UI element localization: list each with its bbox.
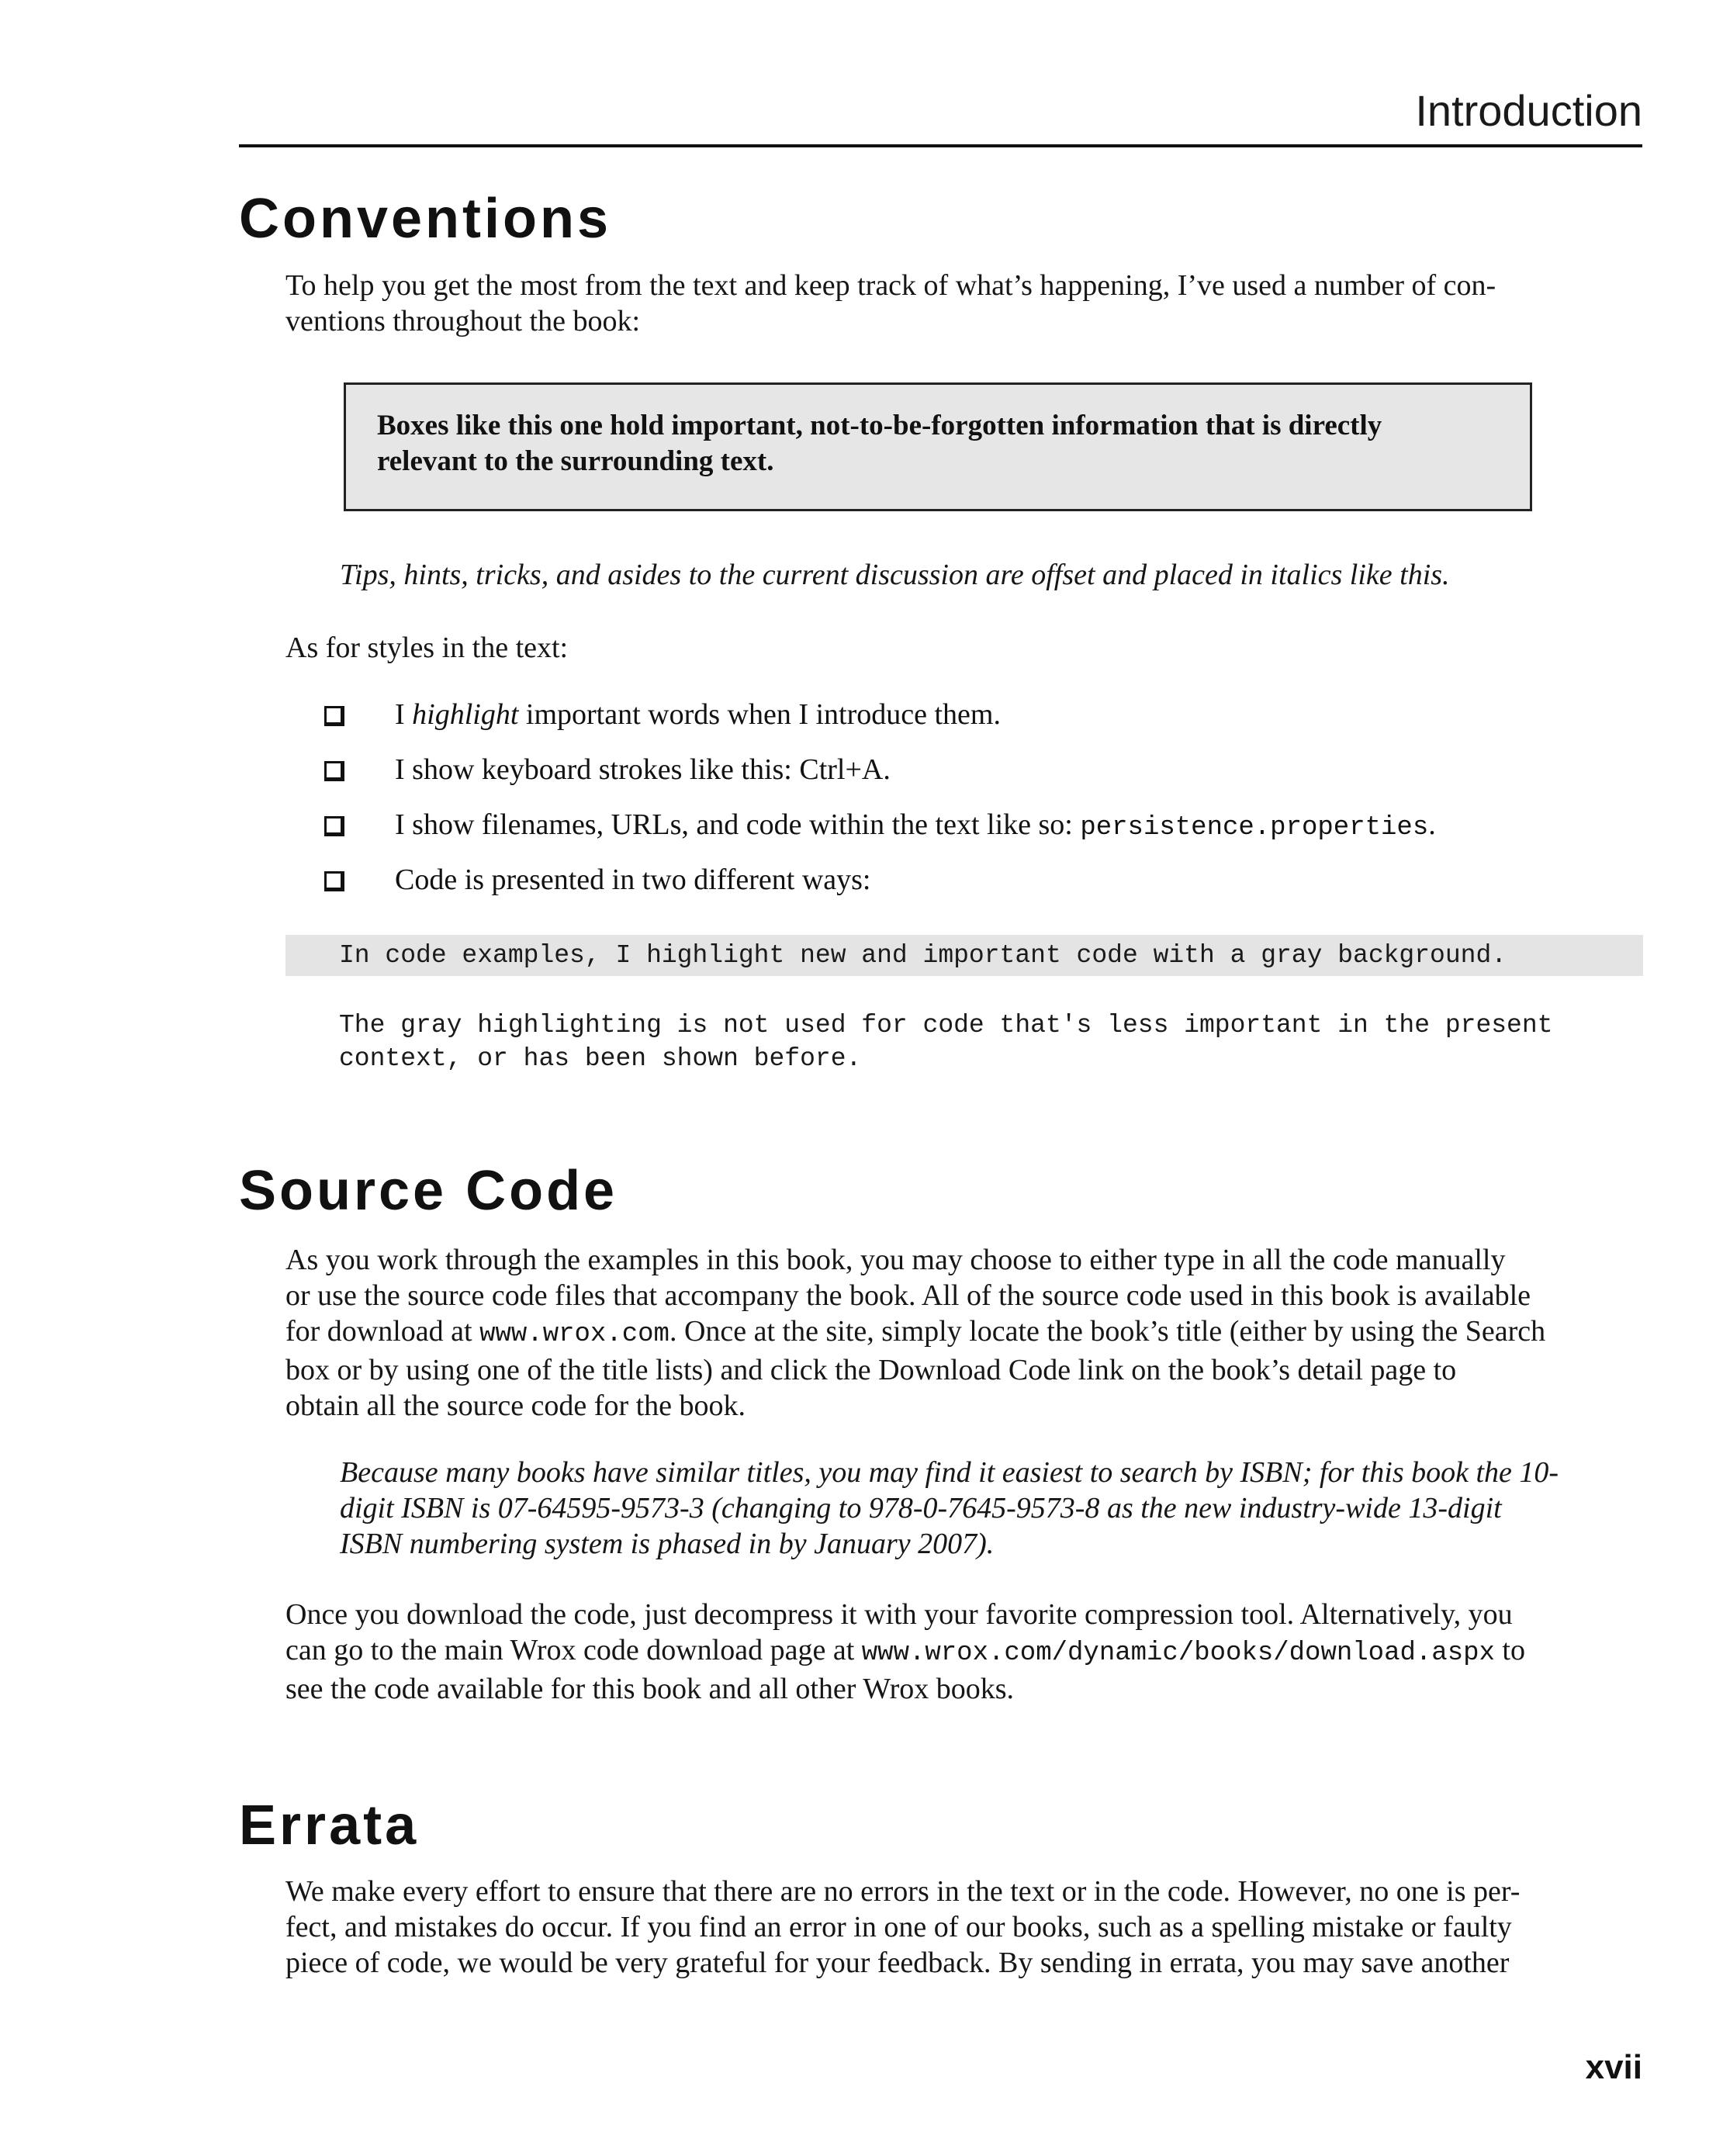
page-number: xvii [1585, 2048, 1642, 2086]
conventions-intro-paragraph [285, 268, 1643, 339]
code-example-highlighted: In code examples, I highlight new and important code with a gray background. [285, 935, 1643, 976]
list-item [324, 862, 1643, 917]
url-wrox: www.wrox.com [479, 1320, 669, 1349]
isbn-note-paragraph: Because many books have similar titles, you may find it easiest to search by ISBN; for this book the 10- digit ISBN is 07-64595-9573-3 (changing to 978-0-7645-9573-8 as the new industry-wide 13-digit ISBN numbering system is phased in by January 2007). [340, 1456, 1559, 1560]
conventions-intro-line-1: To help you get the most from the text and keep track of what’s happening, I’ve used a number of con- [285, 269, 1496, 302]
code-plain-line-1: The gray highlighting is not used for code that's less important in the present [339, 1011, 1553, 1040]
list-item [324, 752, 1643, 807]
important-box-line-2: relevant to the surrounding text. [377, 445, 774, 477]
checkbox-bullet-icon [324, 761, 344, 781]
tip-paragraph: Tips, hints, tricks, and asides to the current discussion are offset and placed in italics like this. [340, 559, 1450, 591]
important-box-line-1: Boxes like this one hold important, not-to-be-forgotten information that is directly [377, 410, 1382, 441]
code-plain-line-2: context, or has been shown before. [339, 1044, 862, 1073]
important-note-box [344, 382, 1532, 511]
url-download-page: www.wrox.com/dynamic/books/download.aspx [861, 1639, 1495, 1668]
bullet-text: I highlight important words when I introduce them. [395, 698, 1001, 731]
bullet-text: I show keyboard strokes like this: Ctrl+A. [395, 753, 891, 786]
highlight-emphasis: highlight [412, 698, 519, 731]
running-header: Introduction [239, 84, 1642, 147]
list-item [324, 697, 1643, 752]
bullet-text: I show filenames, URLs, and code within the text like so: persistence.properties. [395, 808, 1436, 843]
code-example-plain [339, 1009, 1658, 1075]
section-heading-conventions: Conventions [239, 188, 612, 250]
source-code-paragraph-1: As you work through the examples in this book, you may choose to either type in all the code manually or use the source code files that accompany the book. All of the source code used in this book is available for download at www.wrox.com. Once at the site, simply locate the book’s title (either by using the Search box or by using one of the title lists) and click the Download Code link on the book’s detail page to obtain all the source code for the book. [285, 1244, 1546, 1422]
section-heading-source-code: Source Code [239, 1160, 618, 1222]
errata-paragraph: We make every effort to ensure that there are no errors in the text or in the code. However, no one is per- fect, and mistakes do occur. If you find an error in one of our books, such as a spelling mistake or faulty piece of code, we would be very grateful for your feedback. By sending in errata, you may save another [285, 1875, 1521, 1979]
checkbox-bullet-icon [324, 816, 344, 836]
section-heading-errata: Errata [239, 1794, 420, 1857]
styles-intro-paragraph: As for styles in the text: [285, 632, 569, 664]
checkbox-bullet-icon [324, 706, 344, 726]
checkbox-bullet-icon [324, 871, 344, 891]
styles-bullet-list [324, 697, 1643, 917]
conventions-intro-line-2: ventions throughout the book: [285, 305, 641, 337]
source-code-paragraph-2: Once you download the code, just decompress it with your favorite compression tool. Alternatively, you can go to the main Wrox code download page at www.wrox.com/dynamic/books/download.aspx to see the code available for this book and all other Wrox books. [285, 1598, 1525, 1705]
inline-code-filename: persistence.properties [1080, 813, 1429, 843]
list-item [324, 807, 1643, 862]
bullet-text: Code is presented in two different ways: [395, 863, 871, 896]
